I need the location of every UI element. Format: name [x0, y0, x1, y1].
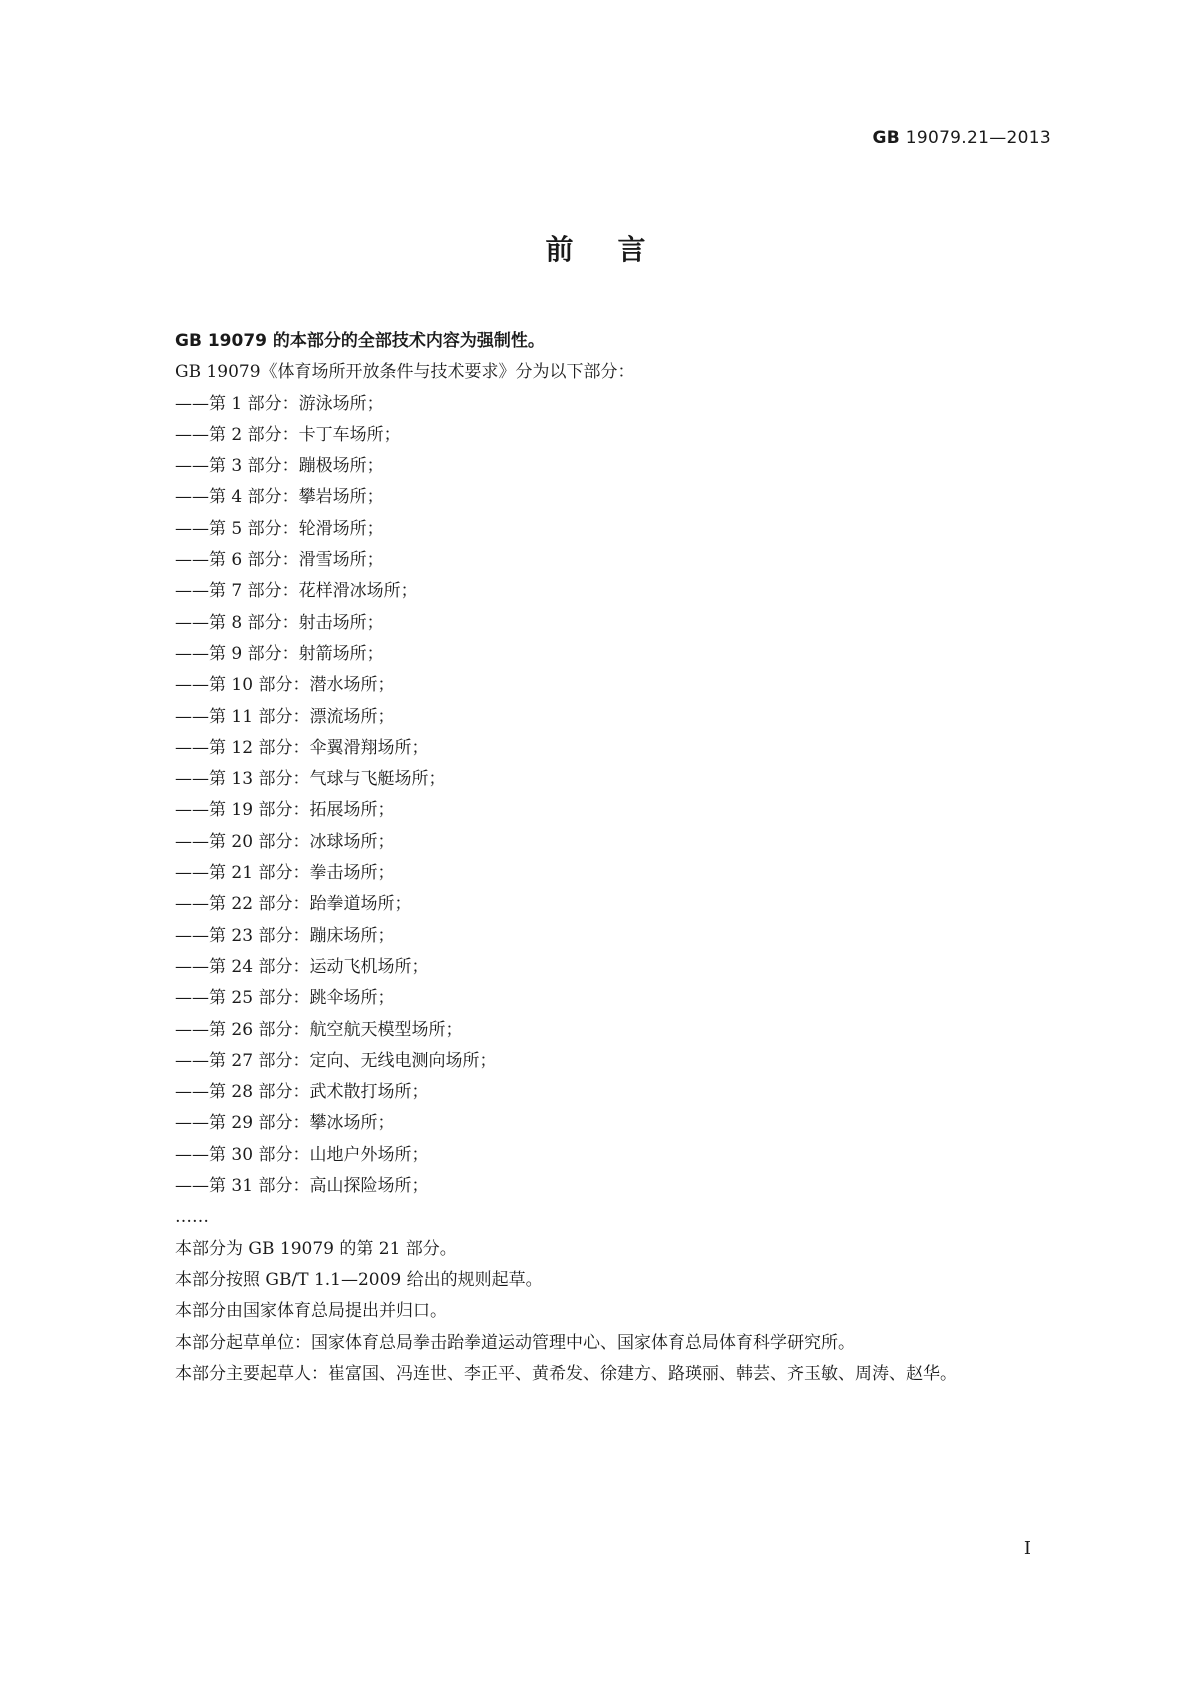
proposing-body: 本部分由国家体育总局提出并归口。 — [175, 1301, 447, 1322]
parts-list — [175, 389, 1055, 1203]
page-number: I — [1023, 1538, 1031, 1559]
list-item: ——第 9 部分：射箭场所； — [175, 643, 384, 664]
list-item: ——第 23 部分：蹦床场所； — [175, 925, 395, 946]
list-item: ——第 27 部分：定向、无线电测向场所； — [175, 1050, 497, 1071]
page-title: 前言 — [545, 233, 690, 266]
list-item: ——第 20 部分：冰球场所； — [175, 831, 395, 852]
drafting-rules: 本部分按照 GB/T 1.1—2009 给出的规则起草。 — [175, 1269, 543, 1290]
list-item: ——第 3 部分：蹦极场所； — [175, 456, 384, 477]
list-item: ——第 21 部分：拳击场所； — [175, 863, 395, 884]
drafting-organizations: 本部分起草单位：国家体育总局拳击跆拳道运动管理中心、国家体育总局体育科学研究所。 — [175, 1332, 855, 1353]
document-header — [872, 128, 1051, 148]
list-item: ——第 26 部分：航空航天模型场所； — [175, 1019, 463, 1040]
list-item: ——第 8 部分：射击场所； — [175, 612, 384, 633]
list-item: ——第 13 部分：气球与飞艇场所； — [175, 769, 446, 790]
list-item: ——第 11 部分：漂流场所； — [175, 706, 395, 727]
list-item: ——第 10 部分：潜水场所； — [175, 675, 395, 696]
list-ellipsis: …… — [175, 1207, 209, 1228]
mandatory-statement: GB 19079 的本部分的全部技术内容为强制性。 — [175, 331, 545, 351]
list-item: ——第 6 部分：滑雪场所； — [175, 550, 384, 571]
foreword-body — [175, 326, 1055, 1390]
list-item: ——第 1 部分：游泳场所； — [175, 393, 384, 414]
drafters: 本部分主要起草人：崔富国、冯连世、李正平、黄希发、徐建方、路瑛丽、韩芸、齐玉敏、周涛、赵华。 — [175, 1363, 957, 1384]
list-item: ——第 28 部分：武术散打场所； — [175, 1082, 429, 1103]
division-statement: GB 19079《体育场所开放条件与技术要求》分为以下部分： — [175, 362, 635, 383]
list-item: ——第 12 部分：伞翼滑翔场所； — [175, 737, 429, 758]
list-item: ——第 2 部分：卡丁车场所； — [175, 424, 401, 445]
list-item: ——第 25 部分：跳伞场所； — [175, 988, 395, 1009]
list-item: ——第 30 部分：山地户外场所； — [175, 1144, 429, 1165]
list-item: ——第 29 部分：攀冰场所； — [175, 1113, 395, 1134]
standard-prefix: GB — [872, 128, 900, 148]
list-item: ——第 19 部分：拓展场所； — [175, 800, 395, 821]
standard-number: 19079.21—2013 — [905, 128, 1051, 148]
part-designation: 本部分为 GB 19079 的第 21 部分。 — [175, 1238, 457, 1259]
list-item: ——第 31 部分：高山探险场所； — [175, 1176, 429, 1197]
list-item: ——第 5 部分：轮滑场所； — [175, 518, 384, 539]
list-item: ——第 24 部分：运动飞机场所； — [175, 956, 429, 977]
list-item: ——第 7 部分：花样滑冰场所； — [175, 581, 418, 602]
list-item: ——第 4 部分：攀岩场所； — [175, 487, 384, 508]
list-item: ——第 22 部分：跆拳道场所； — [175, 894, 412, 915]
